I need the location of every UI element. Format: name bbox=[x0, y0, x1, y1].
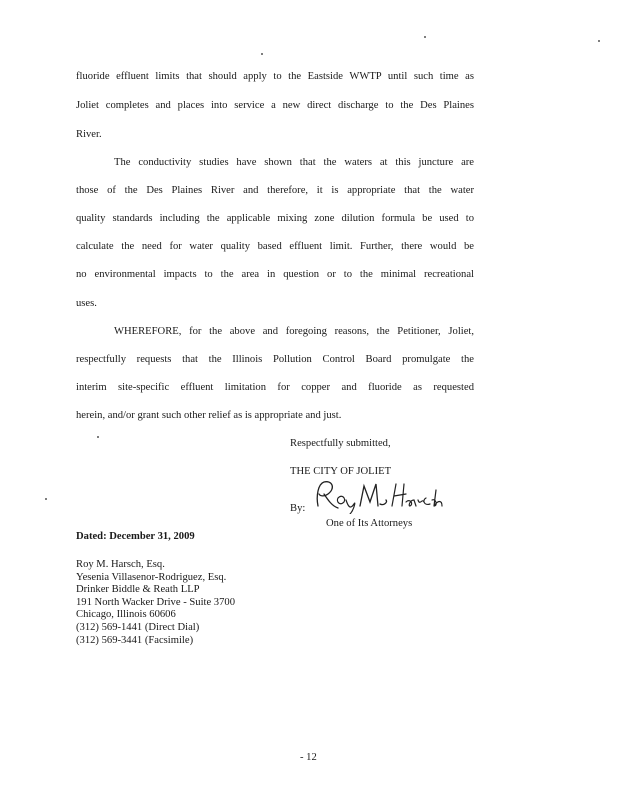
date-line: Dated: December 31, 2009 bbox=[76, 531, 195, 542]
signer-role: One of Its Attorneys bbox=[326, 518, 413, 529]
body-line: respectfully requests that the Illinois Pollution Control Board promulgate the bbox=[76, 354, 474, 365]
body-line: quality standards including the applicable mixing zone dilution formula be used to bbox=[76, 213, 474, 224]
body-line: The conductivity studies have shown that the waters at this juncture are bbox=[114, 157, 474, 168]
counsel-address-block bbox=[76, 559, 235, 647]
page-number: - 12 bbox=[300, 752, 317, 763]
body-line: fluoride effluent limits that should apply to the Eastside WWTP until such time as bbox=[76, 71, 474, 82]
signature-line bbox=[305, 514, 455, 515]
closing-text: Respectfully submitted, bbox=[290, 438, 391, 449]
address-line: Drinker Biddle & Reath LLP bbox=[76, 584, 200, 596]
body-line: no environmental impacts to the area in question or to the minimal recreational bbox=[76, 269, 474, 280]
handwritten-signature bbox=[310, 476, 450, 514]
address-line: Roy M. Harsch, Esq. bbox=[76, 559, 165, 570]
entity-name: THE CITY OF JOLIET bbox=[290, 466, 392, 477]
body-line: uses. bbox=[76, 298, 97, 309]
body-line: River. bbox=[76, 129, 102, 140]
address-line: Yesenia Villasenor-Rodriguez, Esq. bbox=[76, 571, 227, 583]
scan-speck bbox=[424, 36, 426, 38]
scan-speck bbox=[97, 436, 99, 438]
address-line: Chicago, Illinois 60606 bbox=[76, 609, 176, 621]
address-line: (312) 569-1441 (Direct Dial) bbox=[76, 621, 200, 633]
address-line: (312) 569-3441 (Facsimile) bbox=[76, 634, 194, 646]
scan-speck bbox=[45, 498, 47, 500]
scan-speck bbox=[598, 40, 600, 42]
body-line: interim site-specific effluent limitation for copper and fluoride as requested bbox=[76, 382, 474, 393]
scan-speck bbox=[261, 53, 263, 55]
by-label: By: bbox=[290, 503, 306, 514]
body-line: herein, and/or grant such other relief as is appropriate and just. bbox=[76, 410, 342, 421]
address-line: 191 North Wacker Drive - Suite 3700 bbox=[76, 596, 235, 608]
body-line: WHEREFORE, for the above and foregoing reasons, the Petitioner, Joliet, bbox=[114, 326, 474, 337]
body-line: calculate the need for water quality based effluent limit. Further, there would be bbox=[76, 241, 474, 252]
body-line: those of the Des Plaines River and therefore, it is appropriate that the water bbox=[76, 185, 474, 196]
body-line: Joliet completes and places into service a new direct discharge to the Des Plaines bbox=[76, 100, 474, 111]
